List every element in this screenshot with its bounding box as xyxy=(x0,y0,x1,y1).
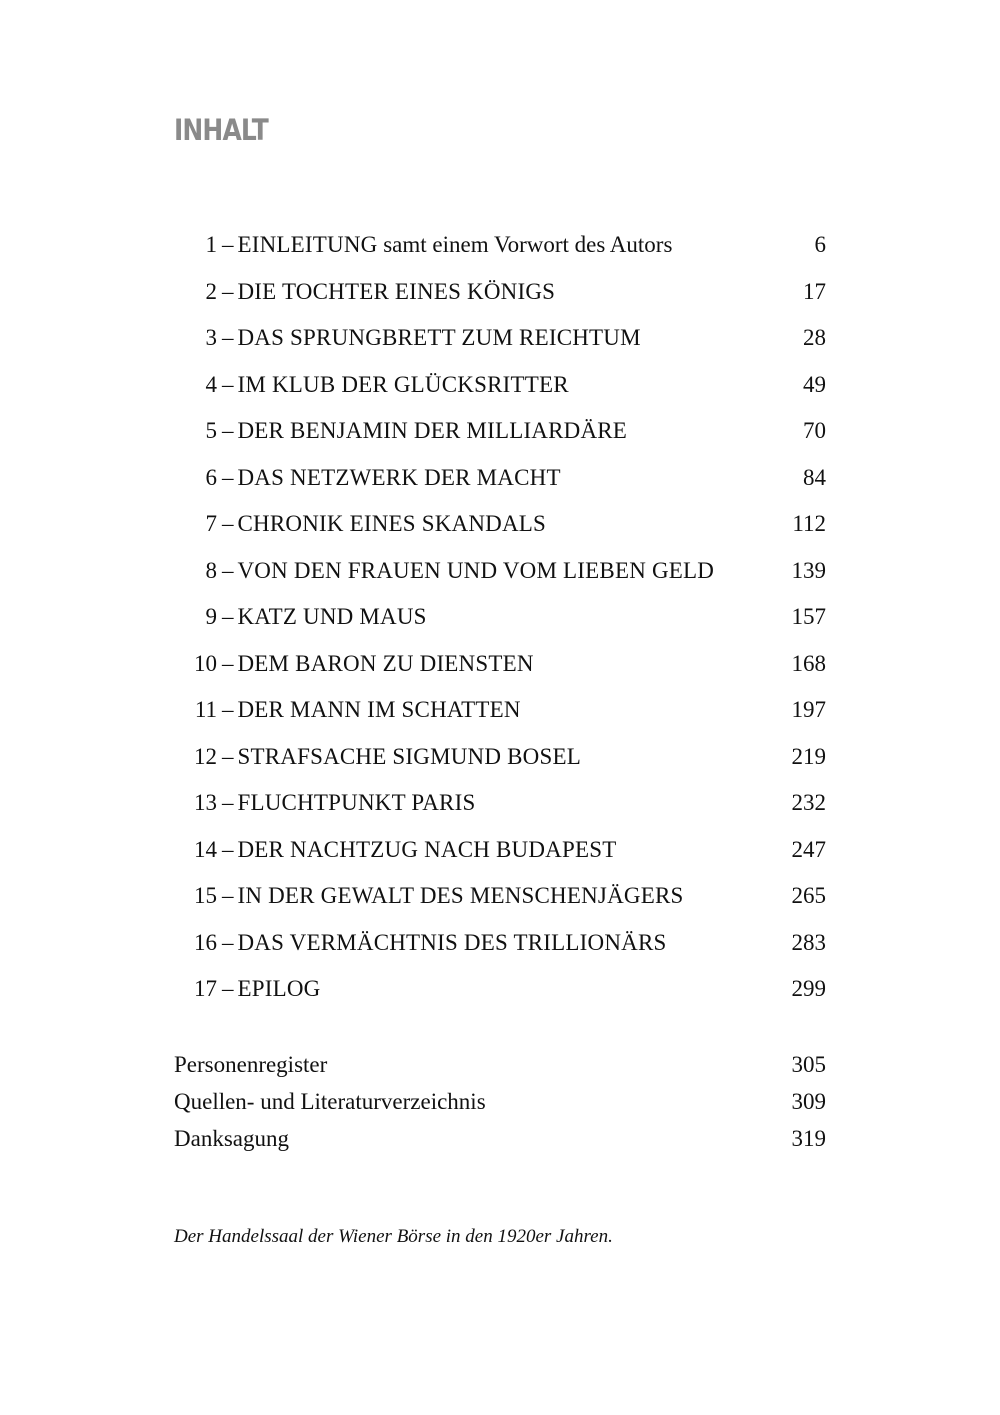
chapter-title: EPILOG xyxy=(237,976,321,1002)
page-number: 17 xyxy=(803,278,826,304)
toc-entry xyxy=(174,920,826,967)
page-number: 283 xyxy=(791,929,826,955)
separator-dash: – xyxy=(222,743,234,769)
separator-dash: – xyxy=(222,418,234,444)
separator-dash: – xyxy=(222,929,234,955)
table-of-contents xyxy=(174,222,826,1013)
page-number: 197 xyxy=(791,697,826,723)
chapter-title: DER MANN IM SCHATTEN xyxy=(237,697,521,723)
chapter-title: FLUCHTPUNKT PARIS xyxy=(237,790,476,816)
toc-entry xyxy=(174,780,826,827)
toc-entry xyxy=(174,501,826,548)
appendix-title: Quellen- und Literaturverzeichnis xyxy=(174,1088,486,1114)
chapter-title: KATZ UND MAUS xyxy=(237,604,427,630)
chapter-number: 10 xyxy=(194,650,217,676)
toc-entry xyxy=(174,827,826,874)
page-number: 247 xyxy=(791,836,826,862)
appendix-list xyxy=(174,1046,826,1157)
chapter-title: DAS SPRUNGBRETT ZUM REICHTUM xyxy=(237,325,641,351)
chapter-title: DER BENJAMIN DER MILLIARDÄRE xyxy=(237,418,628,444)
appendix-entry xyxy=(174,1046,826,1083)
appendix-title: Danksagung xyxy=(174,1125,289,1151)
chapter-title: CHRONIK EINES SKANDALS xyxy=(237,511,547,537)
separator-dash: – xyxy=(222,371,234,397)
chapter-number: 7 xyxy=(205,511,217,537)
toc-entry xyxy=(174,594,826,641)
separator-dash: – xyxy=(222,650,234,676)
separator-dash: – xyxy=(222,604,234,630)
page-number: 112 xyxy=(792,511,826,537)
chapter-number: 1 xyxy=(205,232,217,258)
separator-dash: – xyxy=(222,511,234,537)
chapter-number: 2 xyxy=(205,278,217,304)
chapter-title: DAS NETZWERK DER MACHT xyxy=(237,464,561,490)
page-number: 49 xyxy=(803,371,826,397)
toc-entry xyxy=(174,269,826,316)
page-number: 168 xyxy=(791,650,826,676)
page-number: 28 xyxy=(803,325,826,351)
toc-entry xyxy=(174,222,826,269)
chapter-title: DAS VERMÄCHTNIS DES TRILLIONÄRS xyxy=(237,929,667,955)
toc-entry xyxy=(174,362,826,409)
image-caption: Der Handelssaal der Wiener Börse in den 1920er Jahren. xyxy=(174,1226,613,1247)
chapter-number: 12 xyxy=(194,743,217,769)
separator-dash: – xyxy=(222,697,234,723)
toc-entry xyxy=(174,548,826,595)
separator-dash: – xyxy=(222,836,234,862)
chapter-title: DEM BARON ZU DIENSTEN xyxy=(237,650,534,676)
chapter-number: 5 xyxy=(205,418,217,444)
page-number: 299 xyxy=(791,976,826,1002)
toc-entry xyxy=(174,873,826,920)
page-number: 139 xyxy=(791,557,826,583)
chapter-title-suffix: samt einem Vorwort des Autors xyxy=(377,232,673,258)
appendix-title: Personenregister xyxy=(174,1051,328,1077)
chapter-title-main: EINLEITUNG xyxy=(237,232,378,258)
appendix-entry xyxy=(174,1120,826,1157)
separator-dash: – xyxy=(222,232,234,258)
toc-entry xyxy=(174,641,826,688)
page-number: 70 xyxy=(803,418,826,444)
page-number: 305 xyxy=(791,1051,826,1077)
chapter-number: 14 xyxy=(194,836,217,862)
chapter-title: IM KLUB DER GLÜCKSRITTER xyxy=(237,371,569,397)
toc-entry xyxy=(174,315,826,362)
appendix-entry xyxy=(174,1083,826,1120)
separator-dash: – xyxy=(222,557,234,583)
chapter-title: STRAFSACHE SIGMUND BOSEL xyxy=(237,743,581,769)
chapter-number: 11 xyxy=(194,697,217,723)
chapter-title xyxy=(238,232,767,258)
chapter-number: 17 xyxy=(194,976,217,1002)
toc-entry xyxy=(174,687,826,734)
chapter-number: 3 xyxy=(205,325,217,351)
toc-entry xyxy=(174,408,826,455)
page-number: 309 xyxy=(791,1088,826,1114)
page-number: 84 xyxy=(803,464,826,490)
separator-dash: – xyxy=(222,883,234,909)
page-number: 232 xyxy=(791,790,826,816)
separator-dash: – xyxy=(222,278,234,304)
page-number: 265 xyxy=(791,883,826,909)
chapter-number: 15 xyxy=(194,883,217,909)
toc-entry xyxy=(174,966,826,1013)
chapter-title: DIE TOCHTER EINES KÖNIGS xyxy=(237,278,556,304)
separator-dash: – xyxy=(222,464,234,490)
page-heading: INHALT xyxy=(174,113,268,147)
chapter-title: IN DER GEWALT DES MENSCHENJÄGERS xyxy=(237,883,684,909)
chapter-number: 6 xyxy=(205,464,217,490)
separator-dash: – xyxy=(222,790,234,816)
page-number: 6 xyxy=(814,232,826,258)
separator-dash: – xyxy=(222,976,234,1002)
page-number: 157 xyxy=(791,604,826,630)
chapter-number: 9 xyxy=(205,604,217,630)
toc-entry xyxy=(174,455,826,502)
toc-entry xyxy=(174,734,826,781)
chapter-title: VON DEN FRAUEN UND VOM LIEBEN GELD xyxy=(237,557,715,583)
chapter-number: 16 xyxy=(194,929,217,955)
page-number: 219 xyxy=(791,743,826,769)
chapter-title: DER NACHTZUG NACH BUDAPEST xyxy=(237,836,617,862)
page-number: 319 xyxy=(791,1125,826,1151)
chapter-number: 13 xyxy=(194,790,217,816)
chapter-number: 4 xyxy=(205,371,217,397)
separator-dash: – xyxy=(222,325,234,351)
chapter-number: 8 xyxy=(205,557,217,583)
